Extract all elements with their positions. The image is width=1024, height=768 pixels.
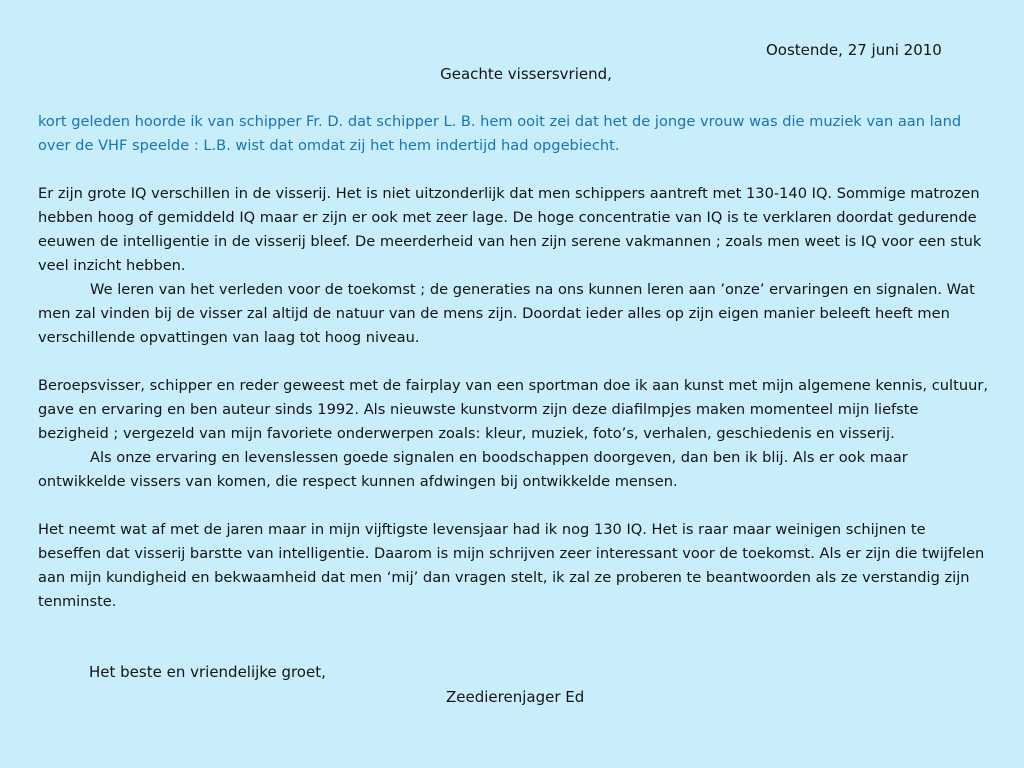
paragraph-spacer (38, 158, 988, 182)
letter-closing: Het beste en vriendelijke groet, (89, 663, 326, 681)
letter-signature: Zeedierenjager Ed (446, 688, 585, 706)
letter-salutation: Geachte vissersvriend, (440, 65, 612, 83)
signals-paragraph: Als onze ervaring en levenslessen goede signalen en boodschappen doorgeven, dan ben ik blij. Als er ook maar ontwikkelde vissers van komen, die respect kunnen afdwingen bij ontwikkelde mensen. (38, 449, 908, 490)
age-iq-paragraph: Het neemt wat af met de jaren maar in mijn vijftigste levensjaar had ik nog 130 IQ. Het is raar maar weinigen schijnen te beseffen dat visserij barstte van intelligentie. Daarom is mijn schrijven zeer interessant voor de toekomst. Als er zijn die twijfelen aan mijn kundigheid en bekwaamheid dat men ‘mij’ dan vragen stelt, ik zal ze proberen te beantwoorden als ze verstandig zijn tenminste. (38, 521, 985, 610)
paragraph-spacer (38, 494, 988, 518)
career-paragraph: Beroepsvisser, schipper en reder geweest met de fairplay van een sportman doe ik aan kunst met mijn algemene kennis, cultuur, gave en ervaring en ben auteur sinds 1992. Als nieuwste kunstvorm zijn deze diafilmpjes maken momenteel mijn liefste bezigheid ; vergezeld van mijn favoriete onderwerpen zoals: kleur, muziek, foto’s, verhalen, geschiedenis en visserij. (38, 377, 988, 442)
past-future-paragraph: We leren van het verleden voor de toekomst ; de generaties na ons kunnen leren aan ’onze’ ervaringen en signalen. Wat men zal vinden bij de visser zal altijd de natuur van de mens zijn. Doordat ieder alles op zijn eigen manier beleeft heeft men verschillende opvattingen van laag tot hoog niveau. (38, 281, 975, 346)
iq-paragraph: Er zijn grote IQ verschillen in de visserij. Het is niet uitzonderlijk dat men schippers aantreft met 130-140 IQ. Sommige matrozen hebben hoog of gemiddeld IQ maar er zijn er ook met zeer lage. De hoge concentratie van IQ is te verklaren doordat gedurende eeuwen de intelligentie in de visserij bleef. De meerderheid van hen zijn serene vakmannen ; zoals men weet is IQ voor een stuk veel inzicht hebben. (38, 185, 982, 274)
paragraph-spacer (38, 350, 988, 374)
letter-date: Oostende, 27 juni 2010 (766, 41, 942, 59)
letter-body (38, 110, 988, 614)
intro-paragraph: kort geleden hoorde ik van schipper Fr. D. dat schipper L. B. hem ooit zei dat het de jonge vrouw was die muziek van aan land over de VHF speelde : L.B. wist dat omdat zij het hem indertijd had opgebiecht. (38, 113, 962, 154)
